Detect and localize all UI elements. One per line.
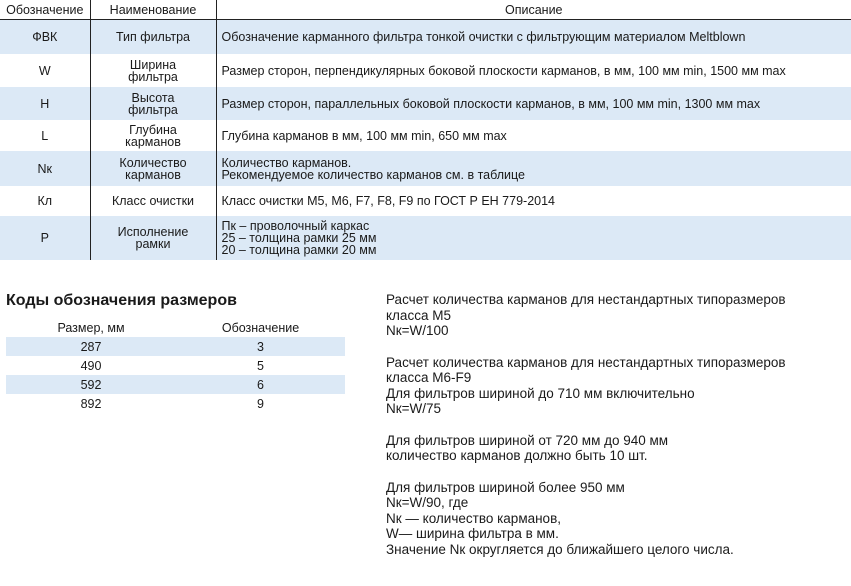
row-name-line: фильтра xyxy=(128,102,178,117)
table-row xyxy=(0,20,851,55)
note-line: W— ширина фильтра в мм. xyxy=(386,526,559,541)
row-name xyxy=(90,216,216,260)
header-code: Обозначение xyxy=(221,320,300,335)
note-line: количество карманов должно быть 10 шт. xyxy=(386,448,648,463)
row-name xyxy=(90,120,216,151)
row-code: P xyxy=(0,216,90,260)
size-code-row xyxy=(6,337,345,356)
row-code: Nк xyxy=(0,151,90,186)
table-row xyxy=(0,54,851,87)
note-paragraph xyxy=(386,292,846,339)
row-description-line: 20 – толщина рамки 20 мм xyxy=(221,243,377,257)
row-description-line: Размер сторон, перпендикулярных боковой плоскости карманов, в мм, 100 мм min, 1500 мм max xyxy=(221,63,786,78)
note-line: Nк — количество карманов, xyxy=(386,510,561,526)
note-line: класса М5 xyxy=(386,307,451,323)
table-row xyxy=(0,151,851,186)
table-row xyxy=(0,216,851,260)
size-value: 592 xyxy=(6,375,176,394)
designation-table xyxy=(0,0,851,260)
row-name-line: карманов xyxy=(125,134,181,149)
row-code: L xyxy=(41,128,49,143)
table-row xyxy=(0,186,851,216)
note-paragraph xyxy=(386,480,846,558)
row-description xyxy=(216,186,851,216)
row-description xyxy=(216,20,851,55)
note-line: Nк=W/100 xyxy=(386,323,449,338)
header-name: Наименование xyxy=(90,0,216,20)
row-description-line: Рекомендуемое количество карманов см. в таблице xyxy=(221,167,525,182)
size-value: 892 xyxy=(80,396,102,411)
row-name xyxy=(90,20,216,55)
size-codes-table xyxy=(6,318,345,413)
note-line: Nк=W/75 xyxy=(386,401,442,416)
size-value: 287 xyxy=(6,337,176,356)
header-size: Размер, мм xyxy=(57,320,125,335)
row-description-line: Обозначение карманного фильтра тонкой очистки с фильтрующим материалом Meltblown xyxy=(221,30,746,44)
table-row xyxy=(0,120,851,151)
row-description-line: Количество карманов. xyxy=(221,155,352,170)
size-code: 9 xyxy=(257,396,264,411)
size-value: 490 xyxy=(80,358,102,373)
note-paragraph xyxy=(386,355,846,417)
row-code: H xyxy=(0,87,90,120)
row-name-line: Количество xyxy=(119,155,187,170)
calculation-notes xyxy=(386,292,846,573)
note-line: Для фильтров шириной до 710 мм включительно xyxy=(386,385,695,401)
row-description-line: Класс очистки M5, M6, F7, F8, F9 по ГОСТ Р ЕН 779-2014 xyxy=(221,194,555,208)
row-code: W xyxy=(38,63,51,78)
header-designation: Обозначение xyxy=(0,0,90,20)
size-code: 5 xyxy=(257,358,264,373)
row-name-line: карманов xyxy=(125,167,181,182)
row-description-line: Размер сторон, параллельных боковой плоскости карманов, в мм, 100 мм min, 1300 мм max xyxy=(221,96,761,111)
row-description xyxy=(216,151,851,186)
row-name-line: фильтра xyxy=(128,69,178,84)
row-description-line: Глубина карманов в мм, 100 мм min, 650 мм max xyxy=(221,128,507,143)
table-header-row xyxy=(0,0,851,20)
row-description-line: Пк – проволочный каркас xyxy=(221,219,370,233)
note-line: Значение Nк округляется до ближайшего целого числа. xyxy=(386,541,734,557)
row-name-line: рамки xyxy=(135,237,171,251)
row-name xyxy=(90,151,216,186)
row-description xyxy=(216,216,851,260)
row-name-line: Тип фильтра xyxy=(115,30,191,44)
row-name xyxy=(90,54,216,87)
note-line: Для фильтров шириной от 720 мм до 940 мм xyxy=(386,432,669,448)
size-code: 6 xyxy=(176,375,345,394)
row-code: Кл xyxy=(37,194,53,208)
row-description xyxy=(216,87,851,120)
row-description xyxy=(216,54,851,87)
row-name xyxy=(90,186,216,216)
note-paragraph xyxy=(386,433,846,464)
row-name-line: Глубина xyxy=(129,122,177,137)
size-codes-title: Коды обозначения размеров xyxy=(6,292,237,309)
row-name-line: Ширина xyxy=(129,57,177,72)
note-line: класса М6-F9 xyxy=(386,370,472,385)
size-code-row xyxy=(6,394,345,413)
size-code-row xyxy=(6,375,345,394)
note-line: Для фильтров шириной более 950 мм xyxy=(386,479,625,495)
row-name xyxy=(90,87,216,120)
row-name-line: Класс очистки xyxy=(111,194,195,208)
size-code: 3 xyxy=(176,337,345,356)
note-line: Nк=W/90, где xyxy=(386,495,469,510)
size-code-row xyxy=(6,356,345,375)
row-description xyxy=(216,120,851,151)
row-name-line: Исполнение xyxy=(117,225,189,239)
size-codes-header-row xyxy=(6,318,345,337)
row-description-line: 25 – толщина рамки 25 мм xyxy=(221,231,377,245)
row-name-line: Высота xyxy=(131,90,175,105)
row-code: ФВК xyxy=(0,20,90,55)
table-row xyxy=(0,87,851,120)
note-line: Расчет количества карманов для нестандартных типоразмеров xyxy=(386,292,786,307)
header-description: Описание xyxy=(216,0,851,20)
note-line: Расчет количества карманов для нестандартных типоразмеров xyxy=(386,354,786,370)
